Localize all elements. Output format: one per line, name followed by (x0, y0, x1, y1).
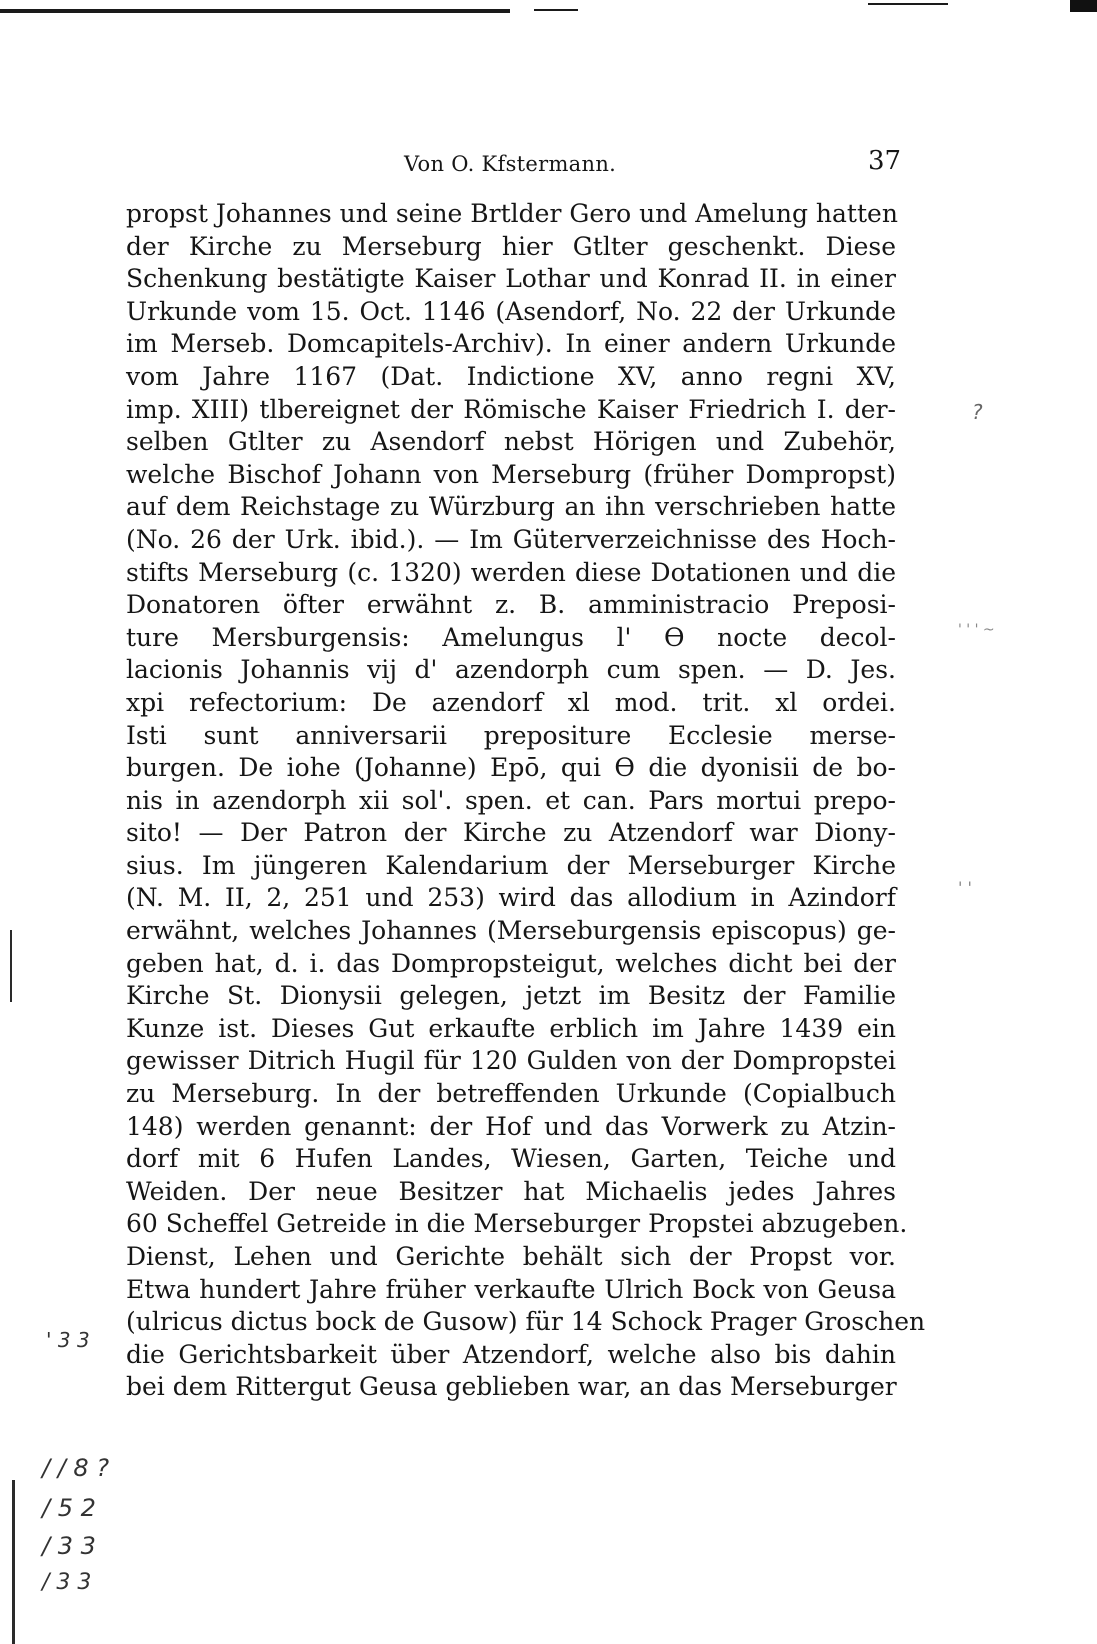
text-line: Dienst, Lehen und Gerichte behält sich der Propst vor. (126, 1242, 896, 1271)
text-line: bei dem Rittergut Geusa geblieben war, an das Merseburger (126, 1372, 897, 1402)
text-line: (No. 26 der Urk. ibid.). — Im Güterverzeichnisse des Hoch- (126, 524, 896, 554)
margin-pencil-mark: / 3 3 (42, 1532, 96, 1560)
text-line: (N. M. II, 2, 251 und 253) wird das allodium in Azindorf (126, 883, 896, 913)
text-line: gewisser Ditrich Hugil für 120 Gulden von der Dompropstei (126, 1046, 896, 1076)
text-line: xpi refectorium: De azendorf xl mod. trit. xl ordei. (126, 687, 896, 717)
text-line: der Kirche zu Merseburg hier Gtlter geschenkt. Diese (126, 231, 896, 261)
text-line: 60 Scheffel Getreide in die Merseburger Propstei abzugeben. (126, 1209, 908, 1239)
top-scan-rule (0, 9, 510, 13)
text-line: burgen. De iohe (Johanne) Epō, qui ϴ die dyonisii de bo- (126, 753, 896, 783)
margin-pencil-mark: ' ' (958, 878, 972, 897)
text-line: sius. Im jüngeren Kalendarium der Merseburger Kirche (126, 850, 896, 880)
text-line: (ulricus dictus bock de Gusow) für 14 Schock Prager Groschen (126, 1307, 926, 1337)
text-line: sito! — Der Patron der Kirche zu Atzendorf war Diony- (126, 818, 896, 848)
text-line: Etwa hundert Jahre früher verkaufte Ulrich Bock von Geusa (126, 1274, 896, 1304)
text-line: Kirche St. Dionysii gelegen, jetzt im Besitz der Familie (126, 981, 896, 1011)
margin-pencil-mark: ' 3 3 (46, 1328, 90, 1352)
page-number: 37 (868, 146, 902, 176)
text-line: erwähnt, welches Johannes (Merseburgensis episcopus) ge- (126, 916, 896, 946)
text-line: 148) werden genannt: der Hof und das Vorwerk zu Atzin- (126, 1111, 896, 1141)
margin-pencil-mark: / 5 2 (42, 1494, 96, 1522)
text-line: Schenkung bestätigte Kaiser Lothar und Konrad II. in einer (126, 264, 896, 294)
text-line: propst Johannes und seine Brtlder Gero und Amelung hatten (126, 199, 898, 228)
text-line: geben hat, d. i. das Dompropsteigut, welches dicht bei der (126, 948, 896, 978)
text-line: Isti sunt anniversarii prepositure Ecclesie merse- (126, 720, 896, 750)
top-scan-rule-right (868, 3, 948, 5)
margin-pencil-mark: / / 8 ? (42, 1454, 110, 1482)
text-line: nis in azendorph xii sol'. spen. et can. Pars mortui prepo- (126, 785, 896, 815)
text-line: lacionis Johannis vij d' azendorph cum spen. — D. Jes. (126, 655, 896, 685)
margin-vertical-line (12, 1480, 15, 1644)
corner-scan-mark (1070, 0, 1097, 12)
text-line: dorf mit 6 Hufen Landes, Wiesen, Garten, Teiche und (126, 1144, 896, 1174)
text-line: Urkunde vom 15. Oct. 1146 (Asendorf, No. 22 der Urkunde (126, 296, 896, 326)
top-scan-rule-short (534, 9, 578, 11)
text-line: auf dem Reichstage zu Würzburg an ihn verschrieben hatte (126, 492, 896, 522)
text-line: Kunze ist. Dieses Gut erkaufte erblich im Jahre 1439 ein (126, 1013, 896, 1043)
text-line: zu Merseburg. In der betreffenden Urkunde (Copialbuch (126, 1079, 896, 1109)
margin-vertical-line (10, 930, 12, 1002)
margin-pencil-mark: / 3 3 (42, 1570, 92, 1595)
text-line: im Merseb. Domcapitels-Archiv). In einer andern Urkunde (126, 329, 896, 359)
text-line: die Gerichtsbarkeit über Atzendorf, welche also bis dahin (126, 1339, 896, 1369)
margin-pencil-mark: ? (972, 400, 983, 424)
text-line: Donatoren öfter erwähnt z. B. amministracio Preposi- (126, 590, 896, 620)
text-line: welche Bischof Johann von Merseburg (früher Dompropst) (126, 459, 896, 489)
body-text (126, 198, 926, 1404)
text-line: selben Gtlter zu Asendorf nebst Hörigen und Zubehör, (126, 427, 896, 457)
running-head: Von O. Kfstermann. (404, 152, 617, 176)
text-line: ture Mersburgensis: Amelungus l' ϴ nocte decol- (126, 622, 896, 652)
text-line: imp. XIII) tlbereignet der Römische Kaiser Friedrich I. der- (126, 394, 896, 424)
margin-pencil-mark: ' ' ' ~ (958, 622, 995, 638)
text-line: vom Jahre 1167 (Dat. Indictione XV, anno regni XV, (126, 361, 896, 391)
text-line: Weiden. Der neue Besitzer hat Michaelis jedes Jahres (126, 1176, 896, 1206)
text-line: stifts Merseburg (c. 1320) werden diese Dotationen und die (126, 557, 896, 587)
